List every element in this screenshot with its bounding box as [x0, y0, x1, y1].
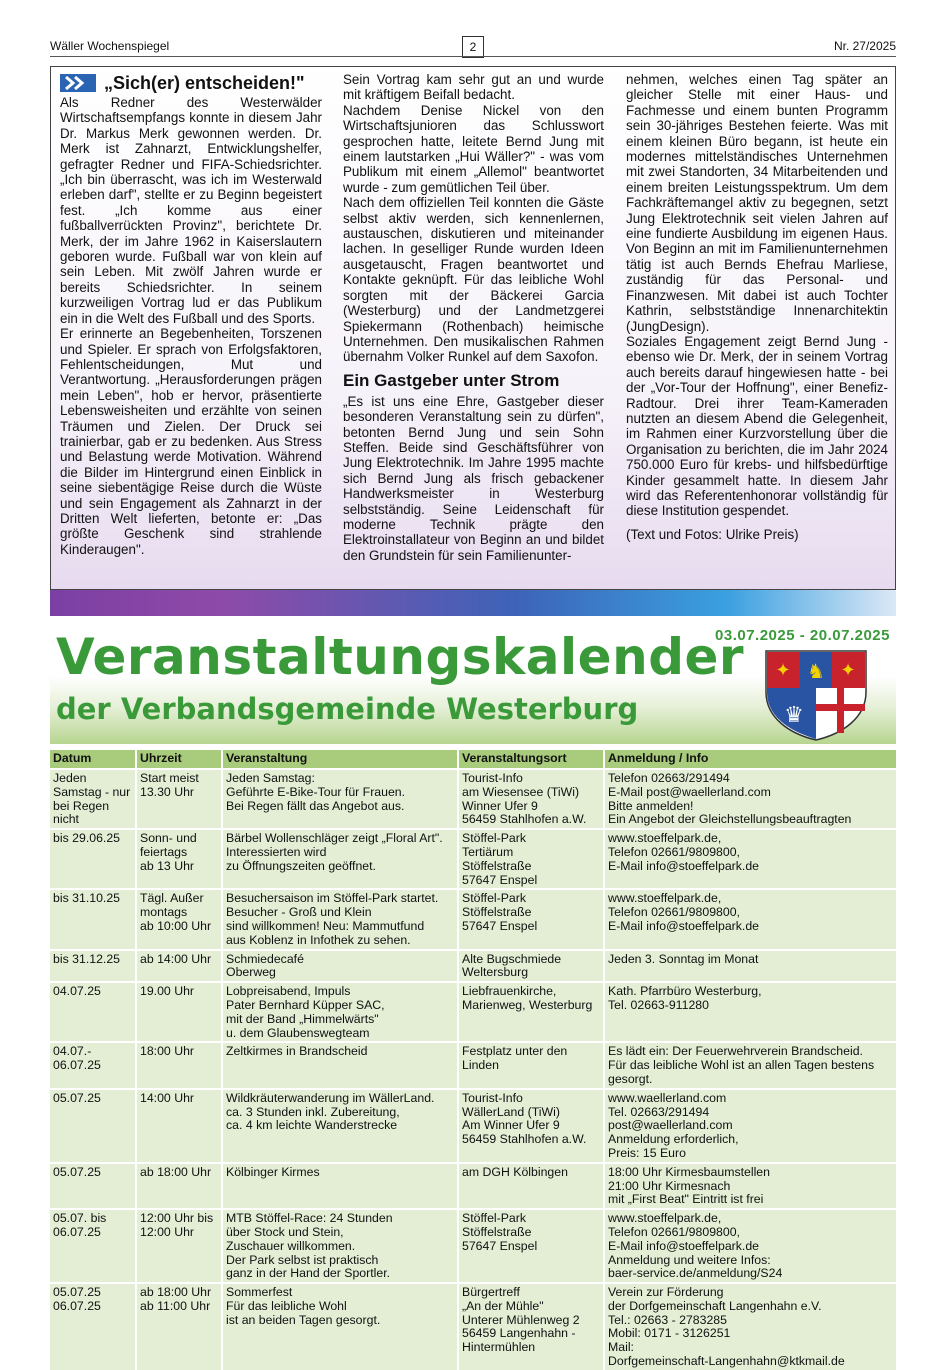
event-time: 14:00 Uhr [136, 1089, 222, 1163]
publication-name: Wäller Wochenspiegel [50, 39, 170, 53]
table-row [50, 982, 896, 1042]
table-row [50, 769, 896, 829]
event-date: 04.07.25 [50, 982, 136, 1042]
column-header: Datum [50, 750, 136, 769]
event-location: Stöffel-Park Tertiärum Stöffelstraße 57647 Enspel [458, 829, 604, 889]
event-info: Jeden 3. Sonntag im Monat [604, 950, 896, 983]
event-date: 05.07.25 [50, 1089, 136, 1163]
event-date: 05.07. bis 06.07.25 [50, 1209, 136, 1283]
event-time: ab 14:00 Uhr [136, 950, 222, 983]
event-time: 18:00 Uhr [136, 1042, 222, 1088]
article-box [50, 66, 896, 616]
event-info: Telefon 02663/291494 E-Mail post@waellerland.com Bitte anmelden! Ein Angebot der Gleichstellungsbeauftragten [604, 769, 896, 829]
event-date: bis 31.10.25 [50, 889, 136, 949]
event-title: Zeltkirmes in Brandscheid [222, 1042, 458, 1088]
event-date: Jeden Samstag - nur bei Regen nicht [50, 769, 136, 829]
event-time: Tägl. Außer montags ab 10:00 Uhr [136, 889, 222, 949]
article-paragraph: nehmen, welches einen Tag später an gleicher Stelle mit einer Haus- und Fachmesse und einem bunten Programm sein 30-jähriges Bestehen feierte. Was mit einem kleinen Büro begann, ist heute ein modernes mittelständisches Unternehmen mit zwei Standorten, 34 Mitarbeitenden und einem breiten Leistungsspektrum. Um dem Fachkräftemangel aktiv zu begegnen, setzt Jung Elektrotechnik seit vielen Jahren auf eine fundierte Ausbildung im eigenen Haus. Von Beginn an mit im Familienunternehmen tätig ist auch Bernds Ehefrau Marliese, zuständig für das Personal- und Finanzwesen. Mit dabei ist auch Tochter Kathrin, selbstständige Innenarchitektin (JungDesign). [626, 72, 888, 334]
calendar-date-range: 03.07.2025 - 20.07.2025 [715, 627, 890, 644]
event-info: Kath. Pfarrbüro Westerburg, Tel. 02663-911280 [604, 982, 896, 1042]
event-title: Bärbel Wollenschläger zeigt „Floral Art". Interessierten wird zu Öffnungszeiten geöffnet. [222, 829, 458, 889]
article-title: „Sich(er) entscheiden!" [104, 73, 305, 93]
event-location: Tourist-Info am Wiesensee (TiWi) Winner Ufer 9 56459 Stahlhofen a.W. [458, 769, 604, 829]
article-column-1 [60, 72, 322, 557]
column-header: Veranstaltungsort [458, 750, 604, 769]
article-paragraph: Sein Vortrag kam sehr gut an und wurde mit kräftigem Beifall bedacht. [343, 72, 604, 103]
column-header: Uhrzeit [136, 750, 222, 769]
chevron-right-icon [60, 74, 96, 92]
event-date: 05.07.25 [50, 1163, 136, 1209]
svg-text:✦: ✦ [775, 660, 791, 681]
event-title: MTB Stöffel-Race: 24 Stunden über Stock und Stein, Zuschauer willkommen. Der Park selbst ist praktisch ganz in der Hand der Sportler. [222, 1209, 458, 1283]
table-row [50, 1209, 896, 1283]
page-header [50, 36, 896, 58]
table-row [50, 950, 896, 983]
event-info: 18:00 Uhr Kirmesbaumstellen 21:00 Uhr Kirmesnach mit „First Beat" Eintritt ist frei [604, 1163, 896, 1209]
page-number: 2 [462, 36, 484, 58]
table-row [50, 889, 896, 949]
calendar-title: Veranstaltungskalender [56, 628, 745, 686]
event-info: www.waellerland.com Tel. 02663/291494 post@waellerland.com Anmeldung erforderlich, Preis: 15 Euro [604, 1089, 896, 1163]
table-header-row [50, 750, 896, 769]
event-title: Besuchersaison im Stöffel-Park startet. Besucher - Groß und Klein sind willkommen! Neu: Mammutfund aus Koblenz in Infothek zu sehen. [222, 889, 458, 949]
event-info: Es lädt ein: Der Feuerwehrverein Brandscheid. Für das leibliche Wohl ist an allen Tagen bestens gesorgt. [604, 1042, 896, 1088]
photo-credit: (Text und Fotos: Ulrike Preis) [626, 526, 799, 542]
event-date: 04.07.- 06.07.25 [50, 1042, 136, 1088]
table-row [50, 1163, 896, 1209]
event-location: Festplatz unter den Linden [458, 1042, 604, 1088]
event-title: Jeden Samstag: Geführte E-Bike-Tour für Frauen. Bei Regen fällt das Angebot aus. [222, 769, 458, 829]
table-row [50, 1089, 896, 1163]
event-title: Kölbinger Kirmes [222, 1163, 458, 1209]
event-location: Stöffel-Park Stöffelstraße 57647 Enspel [458, 889, 604, 949]
event-time: ab 18:00 Uhr ab 11:00 Uhr [136, 1283, 222, 1370]
article-paragraph: Nachdem Denise Nickel von den Wirtschaftsjunioren das Schlusswort gesprochen hatte, leitete Bernd Jung mit einem lautstarken „Hui Wäller?" - was vom Publikum mit einem „Allemol" beantwortet wurde - zum gemütlichen Teil über. [343, 102, 604, 195]
event-info: www.stoeffelpark.de, Telefon 02661/9809800, E-Mail info@stoeffelpark.de [604, 829, 896, 889]
article-paragraph: Er erinnerte an Begebenheiten, Torszenen und Spieler. Er sprach von Erfolgsfaktoren, Fehlentscheidungen, Mut und Verantwortung. „Herausforderungen prägen mein Leben", hob er hervor, präsentierte Lebensweisheiten und erzählte von seinen Träumen und Zielen. Der Druck sei trainierbar, gab er zu bedenken. Aus Stress und Belastung werde Motivation. Während die Bilder im Hintergrund einen Einblick in seine siebentägige Reise durch die Wüste und sein Engagement als Zahnarzt in der Dritten Welt lieferten, betonte er: „Das größte Geschenk sind strahlende Kinderaugen". [60, 326, 322, 557]
event-time: Start meist 13.30 Uhr [136, 769, 222, 829]
calendar-subtitle: der Verbandsgemeinde Westerburg [56, 692, 639, 726]
svg-text:♞: ♞ [807, 659, 825, 683]
event-title: Lobpreisabend, Impuls Pater Bernhard Küpper SAC, mit der Band „Himmelwärts" u. dem Glaubenswegteam [222, 982, 458, 1042]
event-date: bis 31.12.25 [50, 950, 136, 983]
article-paragraph: Soziales Engagement zeigt Bernd Jung - ebenso wie Dr. Merk, der in seinem Vortrag auch bereits darauf hingewiesen hatte - bei der „Vor-Tour der Hoffnung", einer Benefiz-Radtour. Drei ihrer Team-Kameraden nutzten an diesem Abend die Gelegenheit, im Rahmen einer Kurzvorstellung über die Organisation zu berichten, die im Jahr 2024 750.000 Euro für krebs- und hilfsbedürftige Kinder gesammelt hatte. In diesem Jahr wird das Referentenhonorar vollständig für diese Institution gespendet. [626, 333, 888, 519]
svg-text:✦: ✦ [840, 660, 856, 681]
event-title: Schmiedecafé Oberweg [222, 950, 458, 983]
article-paragraph: Nach dem offiziellen Teil konnten die Gäste selbst aktiv werden, sich kennenlernen, austauschen, diskutieren und miteinander lachen. In geselliger Runde wurden Ideen ausgetauscht, Fragen beantwortet und Kontakte geknüpft. Für das leibliche Wohl sorgten mit der Bäckerei Garcia (Westerburg) und der Landmetzgerei Spiekermann (Rothenbach) heimische Unternehmen. Den musikalischen Rahmen übernahm Volker Runkel auf dem Saxofon. [343, 195, 604, 365]
event-date: bis 29.06.25 [50, 829, 136, 889]
event-location: am DGH Kölbingen [458, 1163, 604, 1209]
event-title: Wildkräuterwanderung im WällerLand. ca. 3 Stunden inkl. Zubereitung, ca. 4 km leichte Wanderstrecke [222, 1089, 458, 1163]
event-time: ab 18:00 Uhr [136, 1163, 222, 1209]
article-column-2 [343, 72, 604, 563]
event-title: Sommerfest Für das leibliche Wohl ist an beiden Tagen gesorgt. [222, 1283, 458, 1370]
event-location: Liebfrauenkirche, Marienweg, Westerburg [458, 982, 604, 1042]
event-location: Tourist-Info WällerLand (TiWi) Am Winner Ufer 9 56459 Stahlhofen a.W. [458, 1089, 604, 1163]
event-table [50, 750, 896, 1370]
event-location: Alte Bugschmiede Weltersburg [458, 950, 604, 983]
table-row [50, 1042, 896, 1088]
article-paragraph: „Es ist uns eine Ehre, Gastgeber dieser besonderen Veranstaltung sein zu dürfen", betonten Bernd Jung und sein Sohn Steffen. Beide sind Geschäftsführer von Jung Elektrotechnik. Im Jahre 1995 machte sich Bernd Jung als frisch gebackener Handwerksmeister in Westerburg selbstständig. Seine Leidenschaft für moderne Technik prägte den Elektroinstallateur von Beginn an und bildet den Grundstein für sein Familienunter- [343, 393, 604, 563]
article-subtitle: Ein Gastgeber unter Strom [343, 370, 560, 390]
event-time: 19.00 Uhr [136, 982, 222, 1042]
event-location: Stöffel-Park Stöffelstraße 57647 Enspel [458, 1209, 604, 1283]
column-header: Anmeldung / Info [604, 750, 896, 769]
event-location: Bürgertreff „An der Mühle" Unterer Mühlenweg 2 56459 Langenhahn - Hintermühlen [458, 1283, 604, 1370]
column-header: Veranstaltung [222, 750, 458, 769]
calendar-header [50, 620, 896, 744]
event-time: 12:00 Uhr bis 12:00 Uhr [136, 1209, 222, 1283]
svg-text:♛: ♛ [784, 703, 804, 728]
article-paragraph: Als Redner des Westerwälder Wirtschaftsempfangs konnte in diesem Jahr Dr. Markus Merk gewonnen werden. Dr. Merk ist Zahnarzt, Entwicklungshelfer, gefragter Redner und FIFA-Schiedsrichter. „Ich bin überrascht, was ich im Westerwald erleben darf", stellte er zu Beginn begeistert fest. „Ich komme aus einer fußballverrückten Provinz", berichtete Dr. Merk, der im Jahre 1962 in Kaiserslautern geboren wurde. Fußball war von klein auf sein Leben. Mit zwölf Jahren wurde er bereits Schiedsrichter. In seinem kurzweiligen Vortrag lud er das Publikum ein in die Welt des Fußball und des Sports. [60, 95, 322, 326]
issue-number: Nr. 27/2025 [833, 39, 896, 53]
event-date: 05.07.25 06.07.25 [50, 1283, 136, 1370]
event-info: Verein zur Förderung der Dorfgemeinschaft Langenhahn e.V. Tel.: 02663 - 2783285 Mobil: 0171 - 3126251 Mail: Dorfgemeinschaft-Langenhahn@ktkmail.de [604, 1283, 896, 1370]
event-time: Sonn- und feiertags ab 13 Uhr [136, 829, 222, 889]
event-info: www.stoeffelpark.de, Telefon 02661/9809800, E-Mail info@stoeffelpark.de Anmeldung und weitere Infos: baer-service.de/anmeldung/S24 [604, 1209, 896, 1283]
article-column-3 [626, 72, 888, 542]
coat-of-arms-icon [762, 648, 870, 742]
event-info: www.stoeffelpark.de, Telefon 02661/9809800, E-Mail info@stoeffelpark.de [604, 889, 896, 949]
table-row [50, 829, 896, 889]
header-divider [50, 56, 896, 57]
